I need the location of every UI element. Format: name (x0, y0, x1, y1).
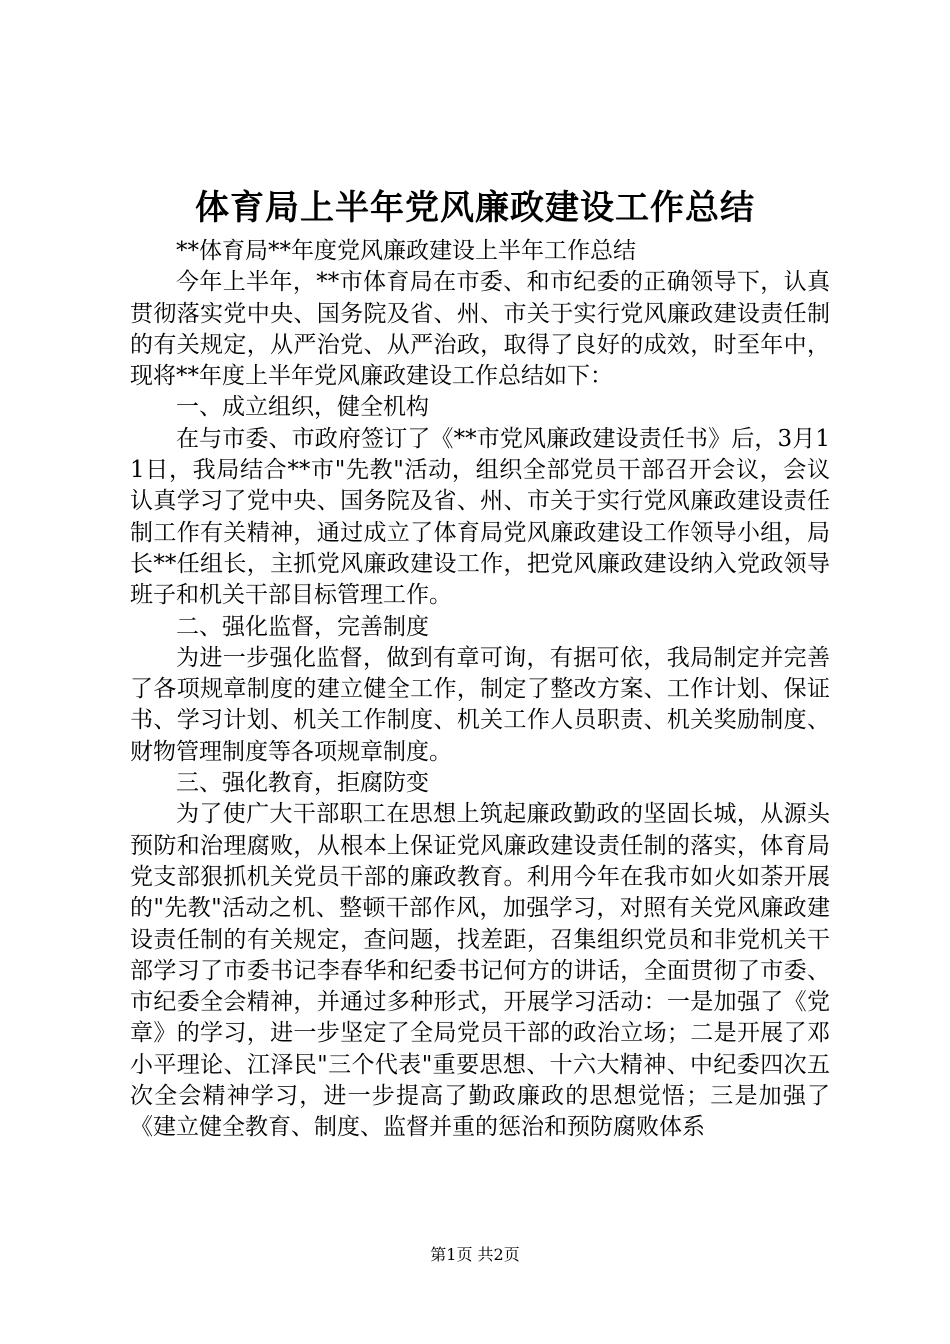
intro-paragraph: 今年上半年，**市体育局在市委、和市纪委的正确领导下，认真贯彻落实党中央、国务院及省、州、市关于实行党风廉政建设责任制的有关规定，从严治党、从严治政，取得了良好的成效，时至年中，现将**年度上半年党风廉政建设工作总结如下： (130, 269, 830, 390)
section-heading-2: 二、强化监督，完善制度 (176, 613, 429, 640)
section-paragraph-1: 在与市委、市政府签订了《**市党风廉政建设责任书》后，3月11日，我局结合**市"先教"活动，组织全部党员干部召开会议，会议认真学习了党中央、国务院及省、州、市关于实行党风廉政建设责任制工作有关精神，通过成立了体育局党风廉政建设工作领导小组，局长**任组长，主抓党风廉政建设工作，把党风廉政建设纳入党政领导班子和机关干部目标管理工作。 (130, 425, 830, 609)
section-paragraph-2: 为进一步强化监督，做到有章可询，有据可依，我局制定并完善了各项规章制度的建立健全工作，制定了整改方案、工作计划、保证书、学习计划、机关工作制度、机关工作人员职责、机关奖励制度、财物管理制度等各项规章制度。 (130, 644, 830, 765)
document-body (130, 236, 830, 1144)
subtitle-paragraph: **体育局**年度党风廉政建设上半年工作总结 (176, 238, 636, 264)
section-paragraph-3: 为了使广大干部职工在思想上筑起廉政勤政的坚固长城，从源头预防和治理腐败，从根本上保证党风廉政建设责任制的落实，体育局党支部狠抓机关党员干部的廉政教育。利用今年在我市如火如荼开展的"先教"活动之机、整顿干部作风，加强学习，对照有关党风廉政建设责任制的有关规定，查问题，找差距，召集组织党员和非党机关干部学习了市委书记李春华和纪委书记何方的讲话，全面贯彻了市委、市纪委全会精神，并通过多种形式，开展学习活动：一是加强了《党章》的学习，进一步坚定了全局党员干部的政治立场；二是开展了邓小平理论、江泽民"三个代表"重要思想、十六大精神、中纪委四次五次全会精神学习，进一步提高了勤政廉政的思想觉悟；三是加强了《建立健全教育、制度、监督并重的惩治和预防腐败体系 (130, 801, 830, 1141)
section-heading-1: 一、成立组织，健全机构 (176, 394, 429, 421)
page-number-footer: 第1页 共2页 (430, 1245, 520, 1264)
section-heading-3: 三、强化教育，拒腐防变 (176, 770, 429, 797)
document-title: 体育局上半年党风廉政建设工作总结 (195, 188, 755, 228)
